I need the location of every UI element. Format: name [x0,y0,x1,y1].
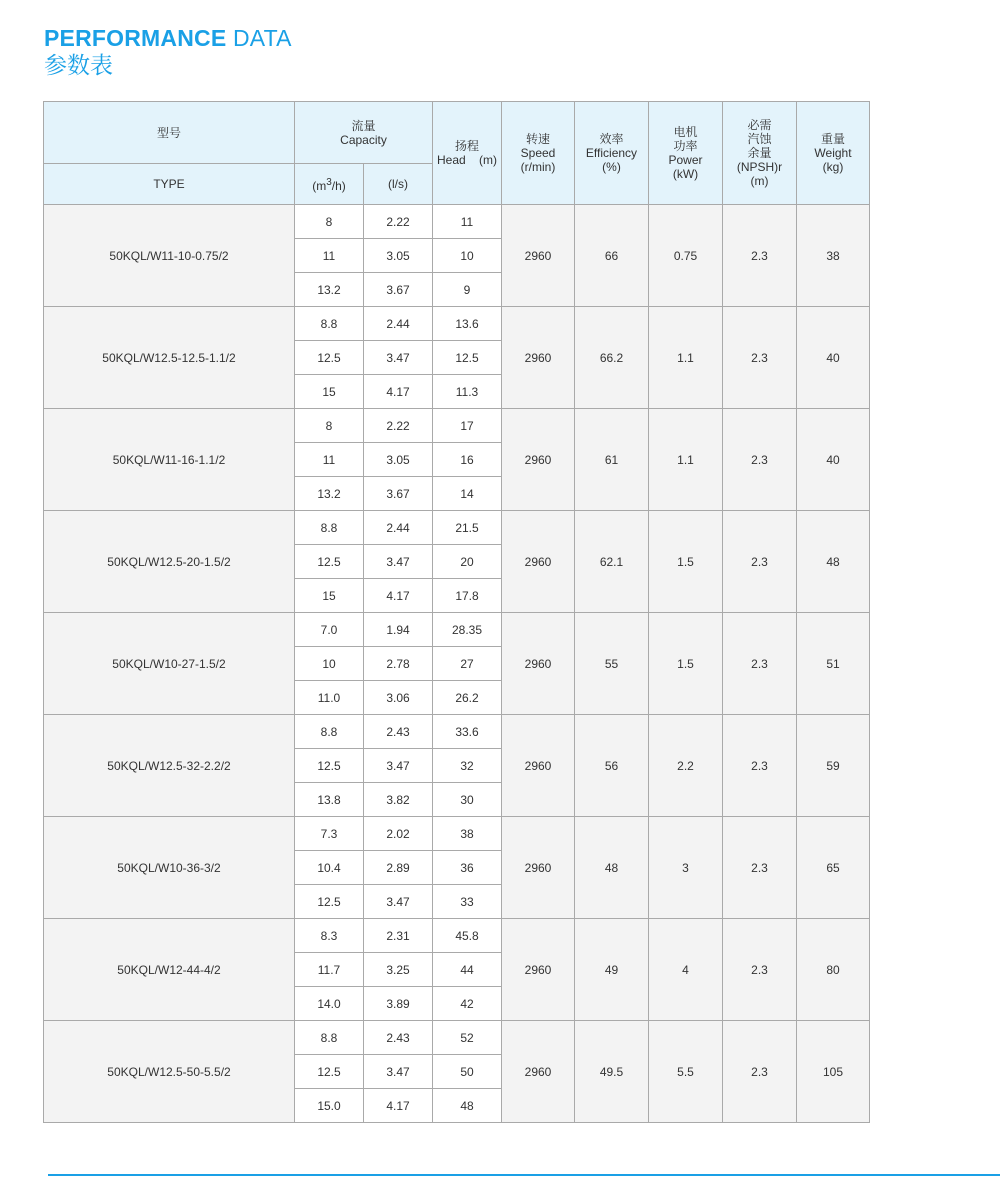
capacity-m3h: 14.0 [295,987,364,1021]
capacity-m3h: 15 [295,375,364,409]
page-title-cn: 参数表 [44,53,113,79]
capacity-ls: 2.22 [364,409,433,443]
head-value: 42 [433,987,502,1021]
capacity-m3h: 7.0 [295,613,364,647]
head-value: 16 [433,443,502,477]
efficiency-value: 56 [575,715,649,817]
head-value: 26.2 [433,681,502,715]
npsh-value: 2.3 [723,1021,797,1123]
head-value: 45.8 [433,919,502,953]
speed-value: 2960 [502,817,575,919]
capacity-m3h: 12.5 [295,545,364,579]
weight-value: 51 [797,613,870,715]
capacity-ls: 4.17 [364,375,433,409]
head-value: 21.5 [433,511,502,545]
efficiency-value: 66.2 [575,307,649,409]
table-row [44,205,870,239]
capacity-m3h: 10.4 [295,851,364,885]
header-speed: 转速 Speed (r/min) [502,102,575,205]
power-value: 3 [649,817,723,919]
capacity-m3h: 15 [295,579,364,613]
model-type: 50KQL/W10-27-1.5/2 [44,613,295,715]
capacity-ls: 2.44 [364,307,433,341]
npsh-value: 2.3 [723,307,797,409]
header-npsh: 必需 汽蚀 余量 (NPSH)r (m) [723,102,797,205]
capacity-m3h: 13.8 [295,783,364,817]
npsh-value: 2.3 [723,715,797,817]
table-body [44,205,870,1123]
capacity-ls: 2.31 [364,919,433,953]
speed-value: 2960 [502,919,575,1021]
speed-value: 2960 [502,511,575,613]
npsh-value: 2.3 [723,613,797,715]
header-model-en: TYPE [44,164,295,205]
capacity-ls: 3.47 [364,749,433,783]
performance-table [43,101,870,1123]
table-row [44,715,870,749]
capacity-ls: 3.82 [364,783,433,817]
capacity-ls: 2.02 [364,817,433,851]
weight-value: 80 [797,919,870,1021]
speed-value: 2960 [502,307,575,409]
capacity-m3h: 8.8 [295,715,364,749]
footer-divider [48,1174,1000,1176]
capacity-m3h: 8.8 [295,307,364,341]
model-type: 50KQL/W10-36-3/2 [44,817,295,919]
capacity-m3h: 12.5 [295,885,364,919]
capacity-m3h: 11.0 [295,681,364,715]
npsh-value: 2.3 [723,205,797,307]
capacity-m3h: 11.7 [295,953,364,987]
header-power: 电机 功率 Power (kW) [649,102,723,205]
power-value: 2.2 [649,715,723,817]
speed-value: 2960 [502,205,575,307]
capacity-ls: 3.47 [364,341,433,375]
capacity-ls: 3.06 [364,681,433,715]
title-bold: PERFORMANCE [44,25,227,51]
head-value: 30 [433,783,502,817]
efficiency-value: 55 [575,613,649,715]
header-efficiency: 效率 Efficiency (%) [575,102,649,205]
power-value: 1.1 [649,307,723,409]
capacity-m3h: 8 [295,205,364,239]
capacity-m3h: 7.3 [295,817,364,851]
header-unit-ls: (l/s) [364,164,433,205]
capacity-m3h: 12.5 [295,749,364,783]
power-value: 1.5 [649,511,723,613]
weight-value: 38 [797,205,870,307]
capacity-ls: 3.47 [364,1055,433,1089]
power-value: 1.5 [649,613,723,715]
power-value: 1.1 [649,409,723,511]
capacity-m3h: 8 [295,409,364,443]
power-value: 5.5 [649,1021,723,1123]
capacity-m3h: 13.2 [295,273,364,307]
npsh-value: 2.3 [723,817,797,919]
head-value: 13.6 [433,307,502,341]
page-title-en [44,24,292,52]
capacity-ls: 3.25 [364,953,433,987]
head-value: 17.8 [433,579,502,613]
table-row [44,511,870,545]
model-type: 50KQL/W12-44-4/2 [44,919,295,1021]
head-value: 11 [433,205,502,239]
capacity-ls: 3.47 [364,885,433,919]
capacity-ls: 1.94 [364,613,433,647]
capacity-ls: 2.22 [364,205,433,239]
npsh-value: 2.3 [723,409,797,511]
model-type: 50KQL/W12.5-12.5-1.1/2 [44,307,295,409]
model-type: 50KQL/W12.5-20-1.5/2 [44,511,295,613]
head-value: 28.35 [433,613,502,647]
capacity-m3h: 12.5 [295,341,364,375]
speed-value: 2960 [502,409,575,511]
table-row [44,1021,870,1055]
speed-value: 2960 [502,715,575,817]
head-value: 33 [433,885,502,919]
head-value: 12.5 [433,341,502,375]
capacity-ls: 2.44 [364,511,433,545]
weight-value: 40 [797,409,870,511]
efficiency-value: 66 [575,205,649,307]
head-value: 27 [433,647,502,681]
capacity-ls: 3.89 [364,987,433,1021]
header-capacity: 流量 Capacity [295,102,433,164]
capacity-ls: 4.17 [364,1089,433,1123]
table-row [44,307,870,341]
head-value: 10 [433,239,502,273]
capacity-ls: 2.43 [364,1021,433,1055]
table-row [44,613,870,647]
head-value: 33.6 [433,715,502,749]
capacity-ls: 4.17 [364,579,433,613]
capacity-m3h: 15.0 [295,1089,364,1123]
table-row [44,817,870,851]
capacity-m3h: 12.5 [295,1055,364,1089]
head-value: 36 [433,851,502,885]
weight-value: 40 [797,307,870,409]
capacity-ls: 2.78 [364,647,433,681]
capacity-ls: 3.05 [364,239,433,273]
table-row [44,919,870,953]
capacity-m3h: 8.3 [295,919,364,953]
capacity-m3h: 13.2 [295,477,364,511]
capacity-ls: 3.05 [364,443,433,477]
title-light: DATA [232,25,292,51]
efficiency-value: 62.1 [575,511,649,613]
capacity-m3h: 11 [295,239,364,273]
capacity-ls: 3.67 [364,273,433,307]
weight-value: 59 [797,715,870,817]
speed-value: 2960 [502,613,575,715]
header-head: 扬程 Head (m) [433,102,502,205]
header-unit-m3h: $(m^3/h)$ [295,164,364,205]
table-row [44,409,870,443]
capacity-ls: 2.43 [364,715,433,749]
capacity-m3h: 10 [295,647,364,681]
head-value: 11.3 [433,375,502,409]
model-type: 50KQL/W11-16-1.1/2 [44,409,295,511]
head-value: 38 [433,817,502,851]
head-value: 44 [433,953,502,987]
power-value: 4 [649,919,723,1021]
efficiency-value: 48 [575,817,649,919]
efficiency-value: 61 [575,409,649,511]
model-type: 50KQL/W12.5-50-5.5/2 [44,1021,295,1123]
head-value: 48 [433,1089,502,1123]
weight-value: 48 [797,511,870,613]
capacity-m3h: 8.8 [295,1021,364,1055]
head-value: 52 [433,1021,502,1055]
head-value: 14 [433,477,502,511]
head-value: 20 [433,545,502,579]
npsh-value: 2.3 [723,919,797,1021]
npsh-value: 2.3 [723,511,797,613]
capacity-m3h: 8.8 [295,511,364,545]
head-value: 17 [433,409,502,443]
header-model-cn: 型号 [44,102,295,164]
power-value: 0.75 [649,205,723,307]
header-weight: 重量 Weight (kg) [797,102,870,205]
weight-value: 65 [797,817,870,919]
head-value: 32 [433,749,502,783]
efficiency-value: 49.5 [575,1021,649,1123]
capacity-ls: 3.67 [364,477,433,511]
weight-value: 105 [797,1021,870,1123]
speed-value: 2960 [502,1021,575,1123]
capacity-m3h: 11 [295,443,364,477]
model-type: 50KQL/W12.5-32-2.2/2 [44,715,295,817]
head-value: 50 [433,1055,502,1089]
capacity-ls: 3.47 [364,545,433,579]
efficiency-value: 49 [575,919,649,1021]
model-type: 50KQL/W11-10-0.75/2 [44,205,295,307]
capacity-ls: 2.89 [364,851,433,885]
head-value: 9 [433,273,502,307]
